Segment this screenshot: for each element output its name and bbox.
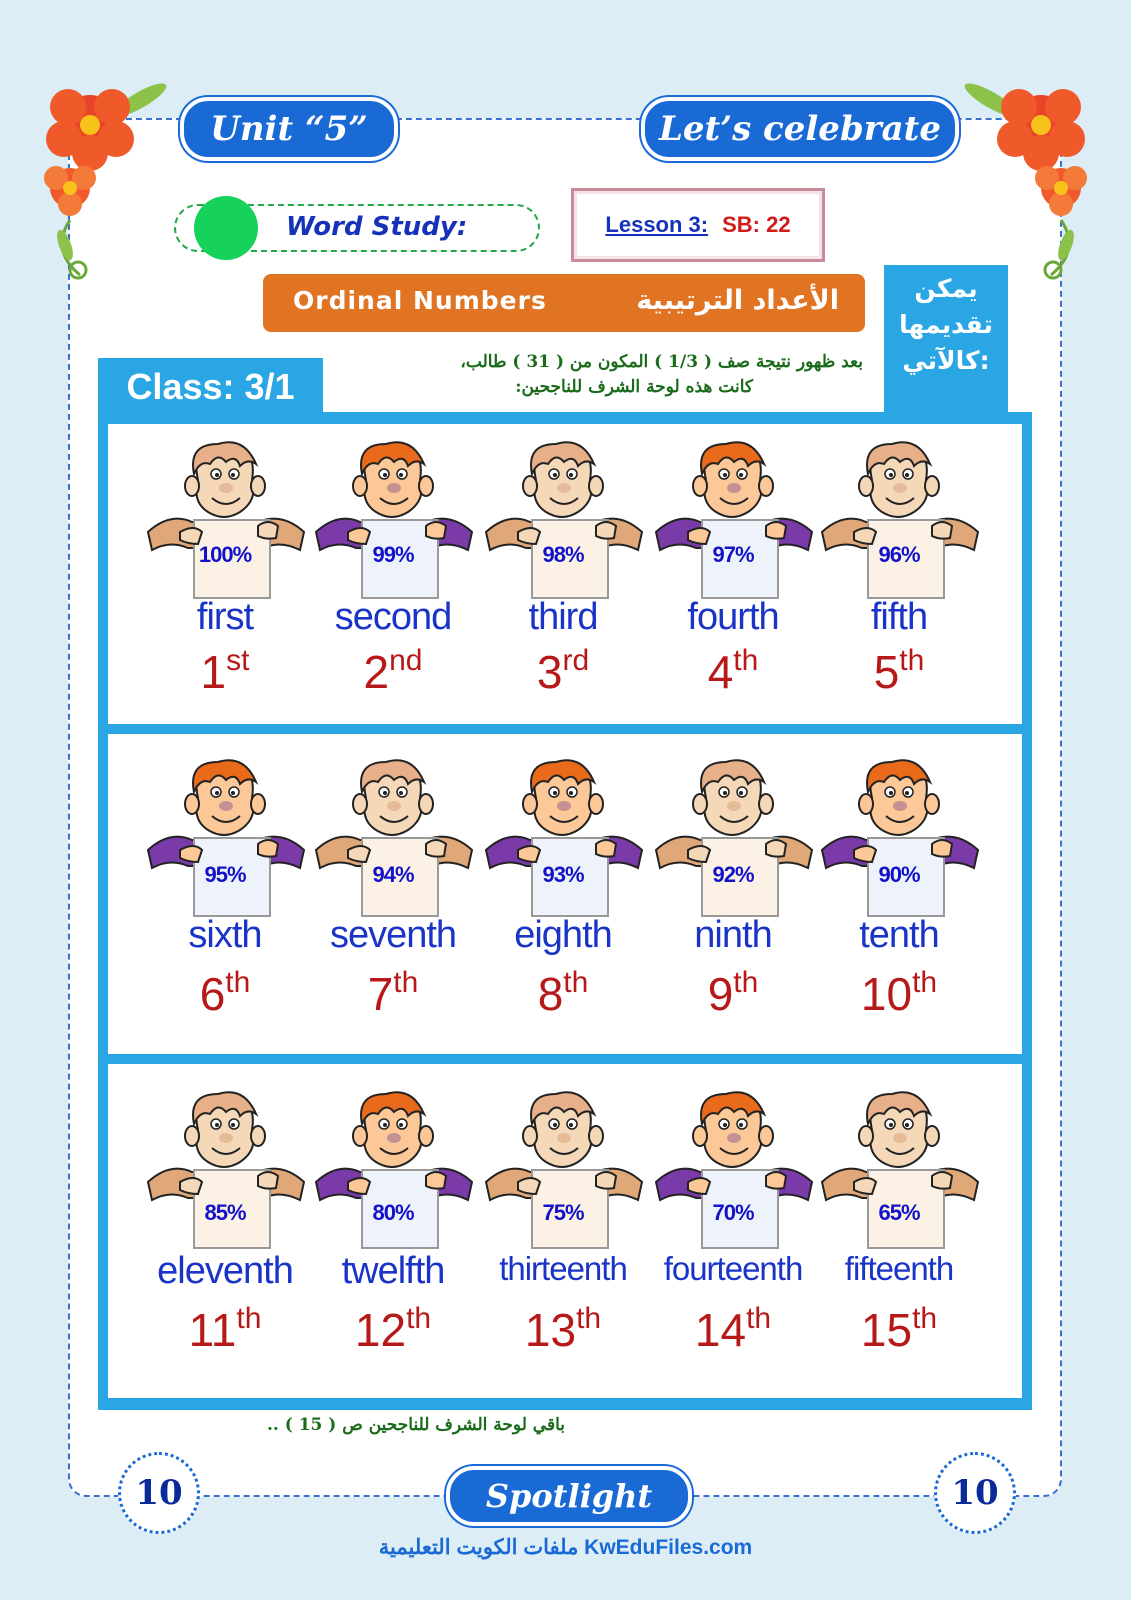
- ordinal-digits: 7: [367, 968, 394, 1020]
- book-badge: [446, 1466, 692, 1526]
- ordinal-word: eighth: [514, 914, 612, 956]
- honor-cell: [308, 734, 478, 1054]
- boy-holding-sign-icon: [308, 758, 478, 918]
- flower-decoration-right: [951, 70, 1101, 280]
- score-percent: 85%: [204, 1200, 246, 1225]
- ordinal-digits: 8: [537, 968, 564, 1020]
- ordinal-word: tenth: [859, 914, 939, 956]
- site-name[interactable]: KwEduFiles.com: [584, 1536, 753, 1559]
- side-note: [884, 265, 1008, 425]
- honor-cell: [140, 424, 310, 724]
- ordinal-word: ninth: [694, 914, 772, 956]
- site-name-ar: ملفات الكويت التعليمية: [378, 1536, 579, 1559]
- green-dot-icon: [194, 196, 258, 260]
- ordinal-digits: 2: [363, 646, 390, 698]
- title-badge: [641, 97, 959, 161]
- ordinal-suffix: th: [563, 966, 589, 999]
- boy-holding-sign-icon: [478, 1090, 648, 1250]
- ordinal-word: fifteenth: [844, 1250, 954, 1287]
- ordinal-word: seventh: [329, 914, 457, 956]
- ordinal-digits: 1: [200, 646, 227, 698]
- section-title-bar: [263, 274, 865, 332]
- boy-holding-sign-icon: [648, 1090, 818, 1250]
- ordinal-digits: 9: [707, 968, 734, 1020]
- boy-holding-sign-icon: [648, 440, 818, 600]
- student-book-page: SB: 22: [722, 212, 791, 237]
- intro-line-1: بعد ظهور نتيجة صف ( 1/3 ) المكون من ( 31 ) طالب،: [460, 352, 863, 372]
- page-number-left: [118, 1452, 200, 1534]
- page-title: Let’s celebrate: [659, 109, 941, 149]
- score-percent: 95%: [204, 862, 246, 887]
- word-study-label: Word Study:: [286, 212, 468, 242]
- flower-decoration-left: [30, 70, 180, 280]
- ordinal-suffix: th: [393, 966, 419, 999]
- ordinal-word: sixth: [188, 914, 262, 956]
- ordinal-digits: 6: [199, 968, 226, 1020]
- score-percent: 90%: [878, 862, 920, 887]
- ordinal-suffix: rd: [562, 644, 590, 677]
- ordinal-suffix: th: [236, 1302, 262, 1335]
- ordinal-digits: 14: [694, 1304, 747, 1356]
- book-title: Spotlight: [485, 1477, 653, 1515]
- score-percent: 98%: [542, 542, 584, 567]
- unit-label: Unit “5”: [210, 109, 368, 149]
- honor-cell: [648, 424, 818, 724]
- boy-holding-sign-icon: [478, 440, 648, 600]
- score-percent: 99%: [372, 542, 414, 567]
- score-percent: 94%: [372, 862, 414, 887]
- ordinal-digits: 13: [524, 1304, 577, 1356]
- ordinal-suffix: th: [733, 644, 759, 677]
- honor-cell: [648, 734, 818, 1054]
- score-percent: 93%: [542, 862, 584, 887]
- score-percent: 97%: [712, 542, 754, 567]
- page-number-right: [934, 1452, 1016, 1534]
- ordinal-word: second: [334, 596, 452, 638]
- lesson-number: Lesson 3:: [605, 212, 709, 237]
- ordinal-word: fourteenth: [663, 1250, 803, 1287]
- honor-cell: [140, 1064, 310, 1398]
- ordinal-word: fifth: [870, 596, 928, 638]
- ordinal-digits: 3: [536, 646, 563, 698]
- boy-holding-sign-icon: [814, 440, 984, 600]
- boy-holding-sign-icon: [308, 1090, 478, 1250]
- ordinal-number: [794, 966, 1004, 1021]
- honor-cell: [478, 1064, 648, 1398]
- ordinal-suffix: st: [226, 644, 250, 677]
- honor-cell: [814, 424, 984, 724]
- score-percent: 70%: [712, 1200, 754, 1225]
- ordinal-digits: 10: [860, 968, 913, 1020]
- lesson-box: [571, 188, 825, 262]
- honor-cell: [308, 424, 478, 724]
- section-title-ar: الأعداد الترتيبية: [636, 285, 839, 316]
- honor-cell: [814, 734, 984, 1054]
- ordinal-digits: 4: [707, 646, 734, 698]
- boy-holding-sign-icon: [140, 440, 310, 600]
- ordinal-digits: 11: [188, 1304, 237, 1356]
- honor-cell: [814, 1064, 984, 1398]
- page-number-right-text: 10: [951, 1473, 999, 1513]
- ordinal-word: thirteenth: [499, 1250, 627, 1287]
- score-percent: 96%: [878, 542, 920, 567]
- ordinal-suffix: nd: [389, 644, 423, 677]
- ordinal-digits: 15: [860, 1304, 913, 1356]
- ordinal-number: [794, 644, 1004, 699]
- boy-holding-sign-icon: [140, 1090, 310, 1250]
- class-label-text: Class: 3/1: [126, 366, 295, 407]
- score-percent: 100%: [198, 542, 252, 567]
- boy-holding-sign-icon: [814, 1090, 984, 1250]
- section-title-en: Ordinal Numbers: [293, 286, 547, 315]
- ordinal-suffix: th: [746, 1302, 772, 1335]
- page-number-left-text: 10: [135, 1473, 183, 1513]
- site-footer: [0, 1535, 1131, 1560]
- ordinal-word: first: [196, 596, 254, 638]
- honor-board: [98, 412, 1032, 1410]
- honor-row-1: [108, 424, 1022, 724]
- honor-cell: [308, 1064, 478, 1398]
- honor-row-3: [108, 1064, 1022, 1398]
- ordinal-word: third: [528, 596, 598, 638]
- ordinal-suffix: th: [912, 1302, 938, 1335]
- unit-badge: [180, 97, 398, 161]
- bottom-note: باقي لوحة الشرف للناجحين ص ( 15 ) ..: [266, 1415, 565, 1435]
- score-percent: 75%: [542, 1200, 584, 1225]
- boy-holding-sign-icon: [140, 758, 310, 918]
- boy-holding-sign-icon: [648, 758, 818, 918]
- ordinal-number: [794, 1302, 1004, 1357]
- side-note-line-1: يمكن: [914, 274, 978, 303]
- boy-holding-sign-icon: [308, 440, 478, 600]
- honor-row-2: [108, 734, 1022, 1054]
- honor-cell: [140, 734, 310, 1054]
- boy-holding-sign-icon: [814, 758, 984, 918]
- ordinal-digits: 5: [873, 646, 900, 698]
- ordinal-suffix: th: [899, 644, 925, 677]
- ordinal-word: eleventh: [157, 1250, 293, 1292]
- score-percent: 92%: [712, 862, 754, 887]
- intro-text: [360, 350, 863, 400]
- honor-cell: [478, 734, 648, 1054]
- ordinal-suffix: th: [733, 966, 759, 999]
- word-study-badge: [174, 204, 540, 252]
- score-percent: 80%: [372, 1200, 414, 1225]
- ordinal-digits: 12: [354, 1304, 407, 1356]
- ordinal-suffix: th: [576, 1302, 602, 1335]
- side-note-line-3: كالآتي:: [902, 346, 990, 375]
- boy-holding-sign-icon: [478, 758, 648, 918]
- ordinal-suffix: th: [406, 1302, 432, 1335]
- side-note-line-2: تقديمها: [899, 310, 993, 339]
- ordinal-word: twelfth: [341, 1250, 445, 1292]
- class-label: [98, 358, 323, 416]
- honor-cell: [478, 424, 648, 724]
- honor-cell: [648, 1064, 818, 1398]
- intro-line-2: كانت هذه لوحة الشرف للناجحين:: [515, 377, 753, 397]
- ordinal-word: fourth: [687, 596, 779, 638]
- score-percent: 65%: [878, 1200, 920, 1225]
- ordinal-suffix: th: [912, 966, 938, 999]
- ordinal-suffix: th: [225, 966, 251, 999]
